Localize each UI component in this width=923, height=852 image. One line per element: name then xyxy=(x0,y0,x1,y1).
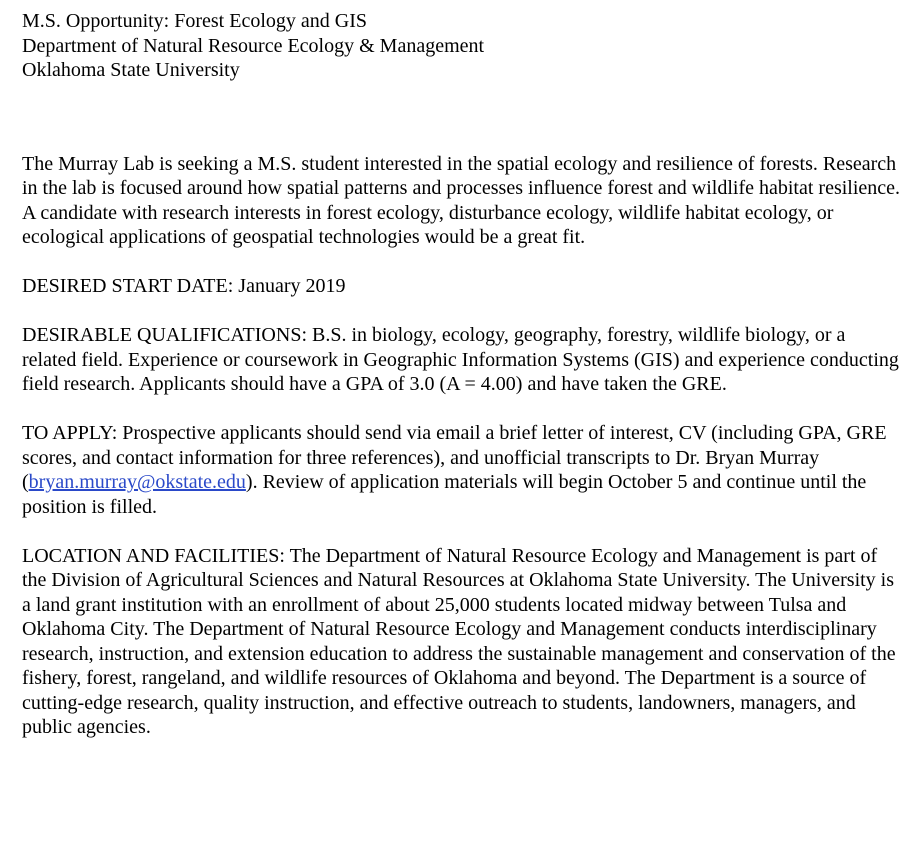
intro-paragraph: The Murray Lab is seeking a M.S. student interested in the spatial ecology and resilience of forests. Research in the lab is focused around how spatial patterns and processes influence forest and wildlife habitat resilience. A candidate with research interests in forest ecology, disturbance ecology, wildlife habitat ecology, or ecological applications of geospatial technologies would be a great fit. xyxy=(22,152,901,248)
document-body xyxy=(22,9,902,740)
spacer xyxy=(22,250,902,275)
start-date-paragraph: DESIRED START DATE: January 2019 xyxy=(22,275,346,297)
document-header xyxy=(22,9,902,83)
qualifications-paragraph: DESIRABLE QUALIFICATIONS: B.S. in biology, ecology, geography, forestry, wildlife biology, or a related field. Experience or coursework in Geographic Information Systems (GIS) and experience conducting field research. Applicants should have a GPA of 3.0 (A = 4.00) and have taken the GRE. xyxy=(22,324,899,395)
position-title: M.S. Opportunity: Forest Ecology and GIS xyxy=(22,10,367,32)
spacer xyxy=(22,299,902,324)
spacer xyxy=(22,397,902,422)
department-name: Department of Natural Resource Ecology & Management xyxy=(22,34,485,57)
apply-paragraph xyxy=(22,421,902,519)
spacer xyxy=(22,83,902,152)
email-link[interactable]: bryan.murray@okstate.edu xyxy=(28,471,246,493)
spacer xyxy=(22,519,902,544)
university-name: Oklahoma State University xyxy=(22,59,240,81)
apply-text-before: TO APPLY: Prospective applicants should send via email a brief letter of interest, CV (including GPA, GRE scores, and contact information for three references), and unofficial transcripts to Dr. Bryan Murray ( xyxy=(22,422,887,493)
location-paragraph: LOCATION AND FACILITIES: The Department of Natural Resource Ecology and Management is part of the Division of Agricultural Sciences and Natural Resources at Oklahoma State University. The University is a land grant institution with an enrollment of about 25,000 students located midway between Tulsa and Oklahoma City. The Department of Natural Resource Ecology and Management conducts interdisciplinary research, instruction, and extension education to address the sustainable management and conservation of the fishery, forest, rangeland, and wildlife resources of Oklahoma and beyond. The Department is a source of cutting-edge research, quality instruction, and effective outreach to students, landowners, managers, and public agencies. xyxy=(22,544,896,738)
apply-text-after: ). Review of application materials will begin October 5 and continue until the position is filled. xyxy=(22,471,867,518)
